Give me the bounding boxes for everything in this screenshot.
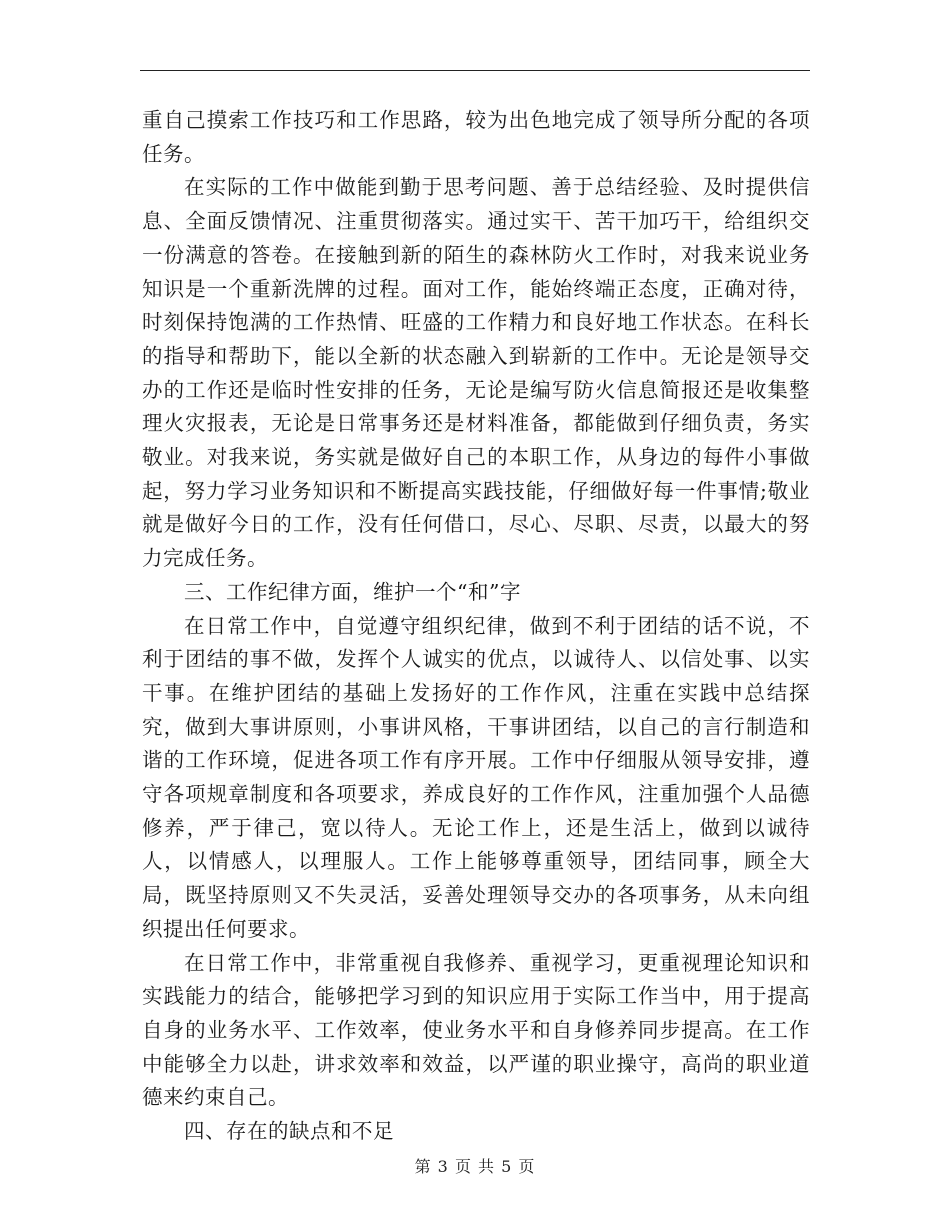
section-heading-shortcomings: 四、存在的缺点和不足 — [184, 1119, 394, 1144]
paragraph-self-cultivation: 在日常工作中，非常重视自我修养、重视学习，更重视理论知识和实践能力的结合，能够把学习到的知识应用于实际工作当中，用于提高自身的业务水平、工作效率，使业务水平和自身修养同步提高。在工作中能够全力以赴，讲求效率和效益，以严谨的职业操守，高尚的职业道德来约束自己。 — [142, 950, 810, 1110]
paragraph-work-practice: 在实际的工作中做能到勤于思考问题、善于总结经验、及时提供信息、全面反馈情况、注重贯彻落实。通过实干、苦干加巧干，给组织交一份满意的答卷。在接触到新的陌生的森林防火工作时，对我来说业务知识是一个重新洗牌的过程。面对工作，能始终端正态度，正确对待，时刻保持饱满的工作热情、旺盛的工作精力和良好地工作状态。在科长的指导和帮助下，能以全新的状态融入到崭新的工作中。无论是领导交办的工作还是临时性安排的任务，无论是编写防火信息简报还是收集整理火灾报表，无论是日常事务还是材料准备，都能做到仔细负责，务实敬业。对我来说，务实就是做好自己的本职工作，从身边的每件小事做起，努力学习业务知识和不断提高实践技能，仔细做好每一件事情;敬业就是做好今日的工作，没有任何借口，尽心、尽职、尽责，以最大的努力完成任务。 — [142, 175, 810, 571]
document-body — [142, 104, 810, 1149]
page-number-footer: 第 3 页 共 5 页 — [414, 1157, 536, 1176]
header-rule — [140, 70, 810, 71]
section-heading-discipline: 三、工作纪律方面，维护一个“和”字 — [184, 579, 521, 604]
paragraph-discipline: 在日常工作中，自觉遵守组织纪律，做到不利于团结的话不说，不利于团结的事不做，发挥个人诚实的优点，以诚待人、以信处事、以实干事。在维护团结的基础上发扬好的工作作风，注重在实践中总结探究，做到大事讲原则，小事讲风格，干事讲团结，以自己的言行制造和谐的工作环境，促进各项工作有序开展。工作中仔细服从领导安排，遵守各项规章制度和各项要求，养成良好的工作作风，注重加强个人品德修养，严于律己，宽以待人。无论工作上，还是生活上，做到以诚待人，以情感人，以理服人。工作上能够尊重领导，团结同事，顾全大局，既坚持原则又不失灵活，妥善处理领导交办的各项事务，从未向组织提出任何要求。 — [142, 613, 810, 941]
paragraph-continuation: 重自己摸索工作技巧和工作思路，较为出色地完成了领导所分配的各项任务。 — [142, 108, 810, 166]
